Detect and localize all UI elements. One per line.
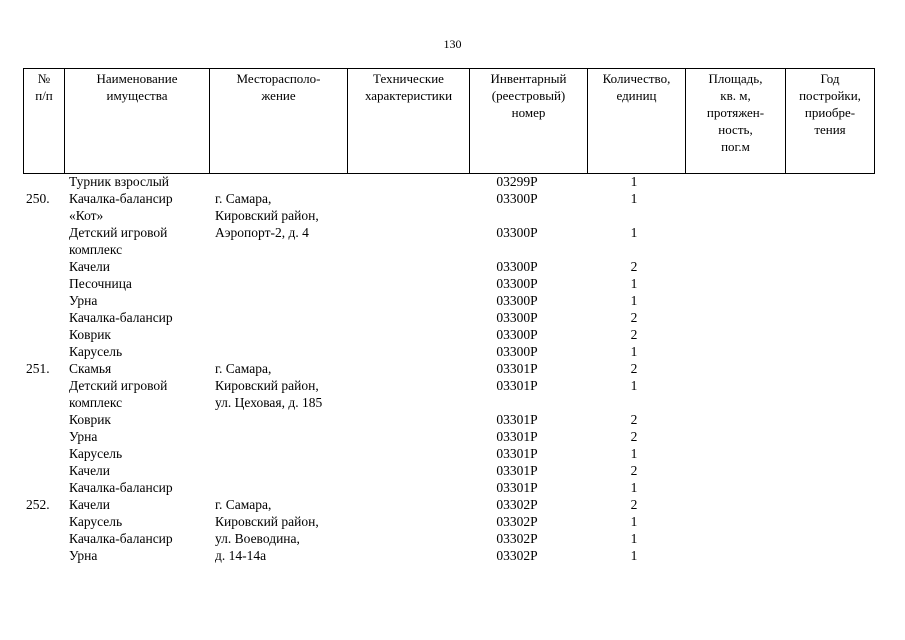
item-location	[209, 258, 347, 275]
item-location: ул. Цеховая, д. 185	[215, 395, 323, 410]
item-name: Качели	[69, 497, 111, 512]
quantity	[587, 394, 685, 411]
area	[685, 394, 785, 411]
year	[785, 547, 874, 564]
inventory-number: 03299Р	[496, 174, 538, 189]
table-row	[23, 207, 874, 224]
table-row	[23, 445, 874, 462]
inventory-number: 03301Р	[496, 429, 538, 444]
area	[685, 411, 785, 428]
table-row	[23, 394, 874, 411]
inventory-number: 03302Р	[496, 548, 538, 563]
year	[785, 513, 874, 530]
quantity: 1	[630, 446, 638, 461]
item-tech	[347, 479, 469, 496]
table-row	[23, 326, 874, 343]
header-location: Месторасполо- жение	[210, 69, 348, 174]
row-number	[23, 530, 64, 547]
item-location	[209, 462, 347, 479]
table-row	[23, 343, 874, 360]
quantity: 1	[630, 225, 638, 240]
area	[685, 513, 785, 530]
area	[685, 275, 785, 292]
row-number	[23, 445, 64, 462]
area	[685, 428, 785, 445]
item-tech	[347, 275, 469, 292]
table-row	[23, 428, 874, 445]
item-location	[209, 428, 347, 445]
item-name: Коврик	[69, 327, 111, 342]
quantity: 1	[630, 276, 638, 291]
inventory-number: 03302Р	[496, 514, 538, 529]
year	[785, 241, 874, 258]
page-number: 130	[443, 37, 462, 51]
row-number	[23, 343, 64, 360]
row-number	[23, 241, 64, 258]
quantity: 1	[630, 174, 638, 189]
area	[685, 241, 785, 258]
item-name: Карусель	[69, 446, 123, 461]
row-number	[23, 326, 64, 343]
item-name: Качели	[69, 259, 111, 274]
item-location	[209, 445, 347, 462]
table-row	[23, 530, 874, 547]
row-number	[23, 513, 64, 530]
year	[785, 173, 874, 190]
year	[785, 360, 874, 377]
inventory-number: 03301Р	[496, 378, 538, 393]
row-number	[23, 411, 64, 428]
inventory-number	[469, 394, 587, 411]
row-number	[23, 224, 64, 241]
item-name: Коврик	[69, 412, 111, 427]
area	[685, 479, 785, 496]
area	[685, 207, 785, 224]
row-number	[23, 394, 64, 411]
row-number	[23, 428, 64, 445]
area	[685, 292, 785, 309]
row-number	[23, 258, 64, 275]
table-row	[23, 241, 874, 258]
quantity: 2	[630, 429, 638, 444]
inventory-number	[469, 207, 587, 224]
item-name: комплекс	[69, 242, 123, 257]
header-inventory: Инвентарный (реестровый) номер	[470, 69, 588, 174]
header-year: Год постройки, приобре- тения	[786, 69, 875, 174]
item-location	[209, 241, 347, 258]
row-number	[23, 377, 64, 394]
item-location: Аэропорт-2, д. 4	[215, 225, 309, 240]
header-quantity: Количество, единиц	[588, 69, 686, 174]
header-area: Площадь, кв. м, протяжен- ность, пог.м	[686, 69, 786, 174]
year	[785, 343, 874, 360]
row-number	[23, 207, 64, 224]
item-location	[209, 292, 347, 309]
year	[785, 326, 874, 343]
item-name: Качалка-балансир	[69, 480, 173, 495]
table-row	[23, 224, 874, 241]
table-row	[23, 173, 874, 190]
item-location: Кировский район,	[215, 514, 319, 529]
item-location	[209, 173, 347, 190]
row-number: 251.	[26, 361, 50, 376]
item-tech	[347, 445, 469, 462]
item-tech	[347, 207, 469, 224]
item-name: Турник взрослый	[69, 174, 170, 189]
table-row	[23, 275, 874, 292]
item-tech	[347, 547, 469, 564]
item-name: Карусель	[69, 344, 123, 359]
header-number: № п/п	[24, 69, 65, 174]
item-location	[209, 343, 347, 360]
item-tech	[347, 258, 469, 275]
quantity: 1	[630, 548, 638, 563]
year	[785, 411, 874, 428]
item-tech	[347, 224, 469, 241]
quantity: 2	[630, 310, 638, 325]
row-number	[23, 292, 64, 309]
quantity: 2	[630, 361, 638, 376]
item-tech	[347, 530, 469, 547]
item-tech	[347, 462, 469, 479]
year	[785, 377, 874, 394]
inventory-number: 03301Р	[496, 480, 538, 495]
item-location: г. Самара,	[215, 497, 272, 512]
table-header	[23, 68, 875, 174]
year	[785, 309, 874, 326]
quantity	[587, 241, 685, 258]
quantity: 2	[630, 412, 638, 427]
year	[785, 428, 874, 445]
item-location: Кировский район,	[215, 378, 319, 393]
area	[685, 190, 785, 207]
item-name: Качалка-балансир	[69, 531, 173, 546]
table-row	[23, 411, 874, 428]
item-name: комплекс	[69, 395, 123, 410]
quantity: 1	[630, 480, 638, 495]
item-tech	[347, 394, 469, 411]
item-tech	[347, 513, 469, 530]
quantity: 2	[630, 497, 638, 512]
item-tech	[347, 241, 469, 258]
area	[685, 547, 785, 564]
area	[685, 343, 785, 360]
item-tech	[347, 377, 469, 394]
item-tech	[347, 309, 469, 326]
year	[785, 445, 874, 462]
area	[685, 173, 785, 190]
item-location	[209, 479, 347, 496]
area	[685, 462, 785, 479]
item-tech	[347, 190, 469, 207]
table-row	[23, 462, 874, 479]
table-row	[23, 547, 874, 564]
item-location: ул. Воеводина,	[215, 531, 300, 546]
quantity: 1	[630, 514, 638, 529]
quantity: 2	[630, 259, 638, 274]
area	[685, 258, 785, 275]
year	[785, 275, 874, 292]
row-number	[23, 309, 64, 326]
inventory-number	[469, 241, 587, 258]
year	[785, 479, 874, 496]
year	[785, 530, 874, 547]
header-tech: Технические характеристики	[348, 69, 470, 174]
item-name: Урна	[69, 293, 98, 308]
item-location: г. Самара,	[215, 191, 272, 206]
item-name: Урна	[69, 548, 98, 563]
table-row	[23, 513, 874, 530]
item-name: Качели	[69, 463, 111, 478]
row-number	[23, 479, 64, 496]
quantity	[587, 207, 685, 224]
year	[785, 224, 874, 241]
inventory-number: 03301Р	[496, 463, 538, 478]
item-name: Карусель	[69, 514, 123, 529]
table-body	[23, 173, 874, 564]
area	[685, 445, 785, 462]
item-location: Кировский район,	[215, 208, 319, 223]
area	[685, 360, 785, 377]
row-number	[23, 547, 64, 564]
quantity: 1	[630, 293, 638, 308]
item-name: «Кот»	[69, 208, 104, 223]
year	[785, 496, 874, 513]
item-name: Качалка-балансир	[69, 191, 173, 206]
row-number: 250.	[26, 191, 50, 206]
year	[785, 292, 874, 309]
inventory-number: 03301Р	[496, 412, 538, 427]
inventory-number: 03300Р	[496, 225, 538, 240]
item-location: г. Самара,	[215, 361, 272, 376]
area	[685, 309, 785, 326]
area	[685, 530, 785, 547]
inventory-number: 03301Р	[496, 446, 538, 461]
item-tech	[347, 496, 469, 513]
year	[785, 190, 874, 207]
item-tech	[347, 343, 469, 360]
year	[785, 462, 874, 479]
inventory-number: 03301Р	[496, 361, 538, 376]
item-tech	[347, 292, 469, 309]
table-row	[23, 360, 874, 377]
item-name: Качалка-балансир	[69, 310, 173, 325]
table-row	[23, 190, 874, 207]
table-row	[23, 292, 874, 309]
quantity: 1	[630, 531, 638, 546]
table-row	[23, 377, 874, 394]
item-tech	[347, 360, 469, 377]
header-name: Наименование имущества	[65, 69, 210, 174]
inventory-number: 03300Р	[496, 259, 538, 274]
inventory-number: 03300Р	[496, 191, 538, 206]
item-name: Урна	[69, 429, 98, 444]
inventory-number: 03302Р	[496, 497, 538, 512]
item-name: Скамья	[69, 361, 112, 376]
item-tech	[347, 428, 469, 445]
table-row	[23, 496, 874, 513]
row-number	[23, 275, 64, 292]
quantity: 2	[630, 463, 638, 478]
inventory-number: 03300Р	[496, 276, 538, 291]
inventory-number: 03300Р	[496, 293, 538, 308]
row-number	[23, 462, 64, 479]
inventory-number: 03300Р	[496, 327, 538, 342]
inventory-number: 03300Р	[496, 344, 538, 359]
year	[785, 207, 874, 224]
item-location	[209, 326, 347, 343]
area	[685, 496, 785, 513]
inventory-number: 03302Р	[496, 531, 538, 546]
item-location	[209, 275, 347, 292]
item-name: Детский игровой	[69, 378, 168, 393]
item-name: Детский игровой	[69, 225, 168, 240]
inventory-number: 03300Р	[496, 310, 538, 325]
row-number	[23, 173, 64, 190]
quantity: 2	[630, 327, 638, 342]
item-tech	[347, 173, 469, 190]
quantity: 1	[630, 378, 638, 393]
table-row	[23, 258, 874, 275]
year	[785, 394, 874, 411]
item-tech	[347, 411, 469, 428]
quantity: 1	[630, 344, 638, 359]
row-number: 252.	[26, 497, 50, 512]
quantity: 1	[630, 191, 638, 206]
item-tech	[347, 326, 469, 343]
item-name: Песочница	[69, 276, 132, 291]
area	[685, 326, 785, 343]
item-location: д. 14-14а	[215, 548, 267, 563]
table-row	[23, 309, 874, 326]
item-location	[209, 309, 347, 326]
item-location	[209, 411, 347, 428]
area	[685, 224, 785, 241]
area	[685, 377, 785, 394]
table-row	[23, 479, 874, 496]
year	[785, 258, 874, 275]
